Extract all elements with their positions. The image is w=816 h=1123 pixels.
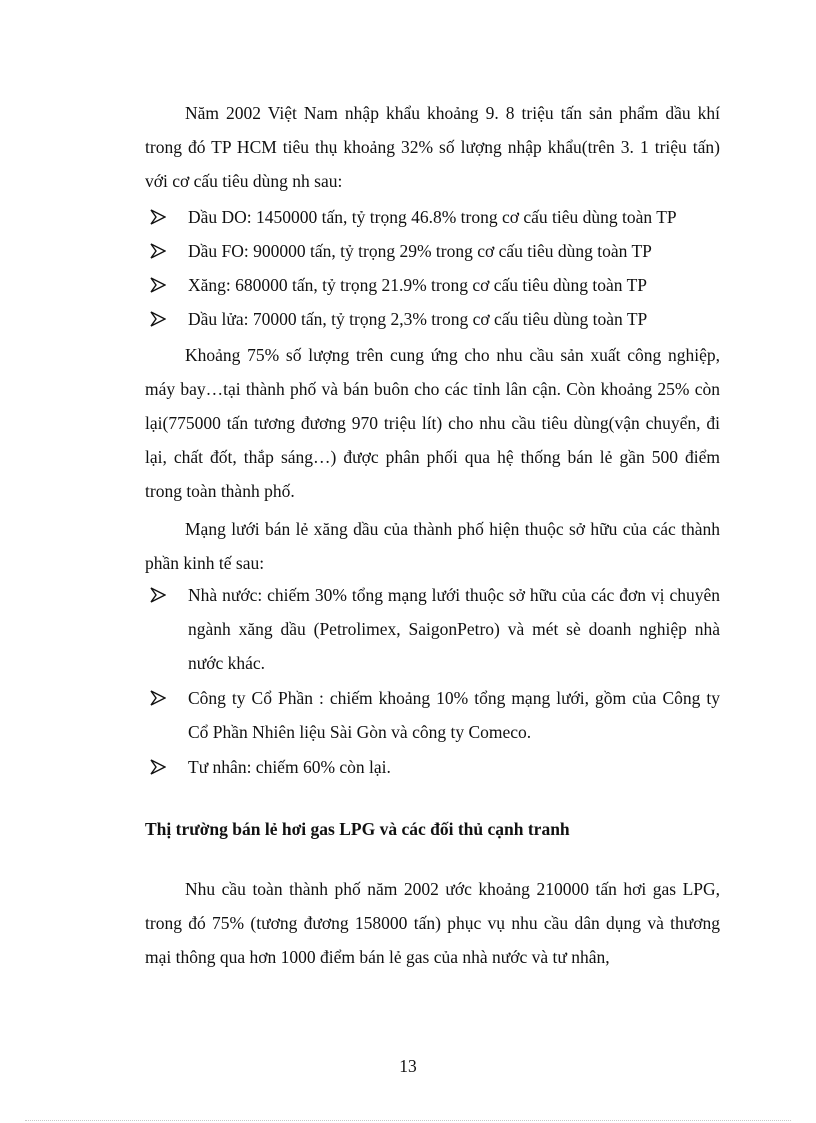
footer-divider [25, 1120, 791, 1121]
arrowhead-bullet-icon [150, 759, 166, 775]
paragraph-retail-network: Mạng lưới bán lẻ xăng dầu của thành phố hiện thuộc sở hữu của các thành phần kinh tế sau: [145, 519, 720, 573]
paragraph-supply-distribution: Khoảng 75% số lượng trên cung ứng cho nhu cầu sản xuất công nghiệp, máy bay…tại thành phố và bán buôn cho các tỉnh lân cận. Còn khoảng 25% còn lại(775000 tấn tương đương 970 triệu lít) cho nhu cầu tiêu dùng(vận chuyển, đi lại, chất đốt, thắp sáng…) được phân phối qua hệ thống bán lẻ gần 500 điểm trong toàn thành phố. [145, 345, 720, 501]
paragraph-lpg-demand: Nhu cầu toàn thành phố năm 2002 ước khoảng 210000 tấn hơi gas LPG, trong đó 75% (tương đương 158000 tấn) phục vụ nhu cầu dân dụng và thương mại thông qua hơn 1000 điểm bán lẻ gas của nhà nước và tư nhân, [145, 879, 720, 967]
arrowhead-bullet-icon [150, 277, 166, 293]
arrowhead-bullet-icon [150, 243, 166, 259]
arrowhead-bullet-icon [150, 690, 166, 706]
list-item [150, 268, 720, 302]
list-item [150, 681, 720, 749]
arrowhead-bullet-icon [150, 209, 166, 225]
paragraph-import-intro: Năm 2002 Việt Nam nhập khẩu khoảng 9. 8 triệu tấn sản phẩm dầu khí trong đó TP HCM tiêu thụ khoảng 32% số lượng nhập khẩu(trên 3. 1 triệu tấn) với cơ cấu tiêu dùng nh sau: [145, 103, 720, 191]
bullet-text: Dầu lửa: 70000 tấn, tỷ trọng 2,3% trong cơ cấu tiêu dùng toàn TP [188, 309, 648, 329]
bullet-text: Xăng: 680000 tấn, tỷ trọng 21.9% trong cơ cấu tiêu dùng toàn TP [188, 275, 647, 295]
arrowhead-bullet-icon [150, 587, 166, 603]
bullet-text: Dầu DO: 1450000 tấn, tỷ trọng 46.8% trong cơ cấu tiêu dùng toàn TP [188, 207, 677, 227]
page-number: 13 [399, 1056, 417, 1076]
bullet-text: Tư nhân: chiếm 60% còn lại. [188, 757, 391, 777]
list-item [150, 302, 720, 336]
bullet-text: Công ty Cổ Phần : chiếm khoảng 10% tổng mạng lưới, gồm của Công ty Cổ Phần Nhiên liệu Sài Gòn và công ty Comeco. [188, 688, 720, 742]
section-heading: Thị trường bán lẻ hơi gas LPG và các đối thủ cạnh tranh [145, 819, 570, 839]
list-item [150, 750, 720, 784]
list-item [150, 578, 720, 680]
list-item [150, 200, 720, 234]
bullet-text: Dầu FO: 900000 tấn, tỷ trọng 29% trong cơ cấu tiêu dùng toàn TP [188, 241, 652, 261]
arrowhead-bullet-icon [150, 311, 166, 327]
list-item [150, 234, 720, 268]
bullet-text: Nhà nước: chiếm 30% tổng mạng lưới thuộc sở hữu của các đơn vị chuyên ngành xăng dầu (Petrolimex, SaigonPetro) và mét sè doanh nghiệp nhà nước khác. [188, 585, 720, 673]
